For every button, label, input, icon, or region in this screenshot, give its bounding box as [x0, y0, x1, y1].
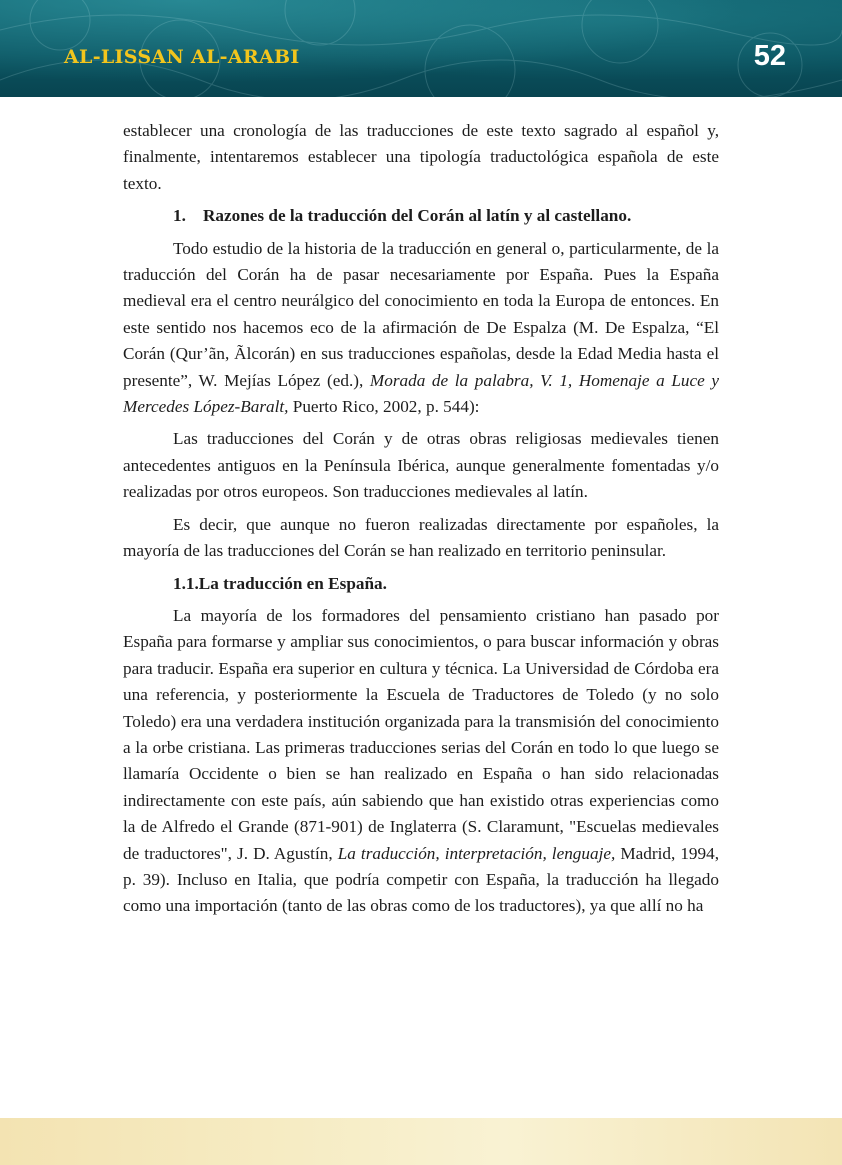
journal-title: AL-LISSAN AL-ARABI — [64, 46, 300, 68]
section-heading-text: Razones de la traducción del Corán al latín y al castellano. — [203, 206, 632, 226]
paragraph-espalza — [123, 236, 719, 421]
page-number: 52 — [753, 40, 786, 72]
paragraph-text: Puerto Rico, 2002, p. 544): — [288, 397, 480, 417]
page-footer-band — [0, 1118, 842, 1165]
paragraph-traduccion-espana — [123, 603, 719, 920]
citation-title-italic: La traducción, interpretación, lenguaje, — [337, 843, 616, 863]
paragraph-text: Madrid, 1994, p. 39). Incluso en Italia, que podría competir con España, la traducción ha llegado como una importación (tanto de las obras como de los traductores), ya que allí no ha — [123, 843, 719, 916]
subsection-heading: 1.1.La traducción en España. — [173, 573, 387, 593]
article-body — [123, 118, 719, 926]
citation-title-italic: Morada de la palabra, V. 1, Homenaje a Luce y Mercedes López-Baralt, — [123, 370, 719, 417]
paragraph-quote: Las traducciones del Corán y de otras obras religiosas medievales tienen antecedentes antiguos en la Península Ibérica, aunque generalmente fomentadas y/o realizadas por otros europeos. Son traducciones medievales al latín. — [123, 429, 719, 502]
page-header — [0, 0, 842, 97]
paragraph-es-decir: Es decir, que aunque no fueron realizadas directamente por españoles, la mayoría de las traducciones del Corán se han realizado en territorio peninsular. — [123, 514, 719, 561]
paragraph-intro-continuation: establecer una cronología de las traducciones de este texto sagrado al español y, finalmente, intentaremos establecer una tipología traductológica española de este texto. — [123, 121, 719, 193]
section-number: 1. — [173, 206, 186, 226]
section-heading-1 — [123, 203, 719, 229]
paragraph-text: Todo estudio de la historia de la traducción en general o, particularmente, de la traducción del Corán ha de pasar necesariamente por España. Pues la España medieval era el centro neurálgico del conocimiento en toda la Europa de entonces. En este sentido nos hacemos eco de la afirmación de De Espalza (M. De Espalza, “El Corán (Qur’ãn, Ãlcorán) en sus traducciones españolas, desde la Edad Media hasta el presente”, W. Mejías López (ed.), — [123, 238, 719, 390]
paragraph-text: La mayoría de los formadores del pensamiento cristiano han pasado por España para formarse y ampliar sus conocimientos, o para buscar información y obras para traducir. España era superior en cultura y técnica. La Universidad de Córdoba era una referencia, y posteriormente la Escuela de Traductores de Toledo (y no solo Toledo) era una verdadera institución organizada para la transmisión del conocimiento a la orbe cristiana. Las primeras traducciones serias del Corán en todo lo que luego se llamaría Occidente o bien se han realizado en España o han sido relacionadas indirectamente con este país, aún sabiendo que han existido otras experiencias como la de Alfredo el Grande (871-901) de Inglaterra (S. Claramunt, "Escuelas medievales de traductores", J. D. Agustín, — [123, 605, 719, 863]
